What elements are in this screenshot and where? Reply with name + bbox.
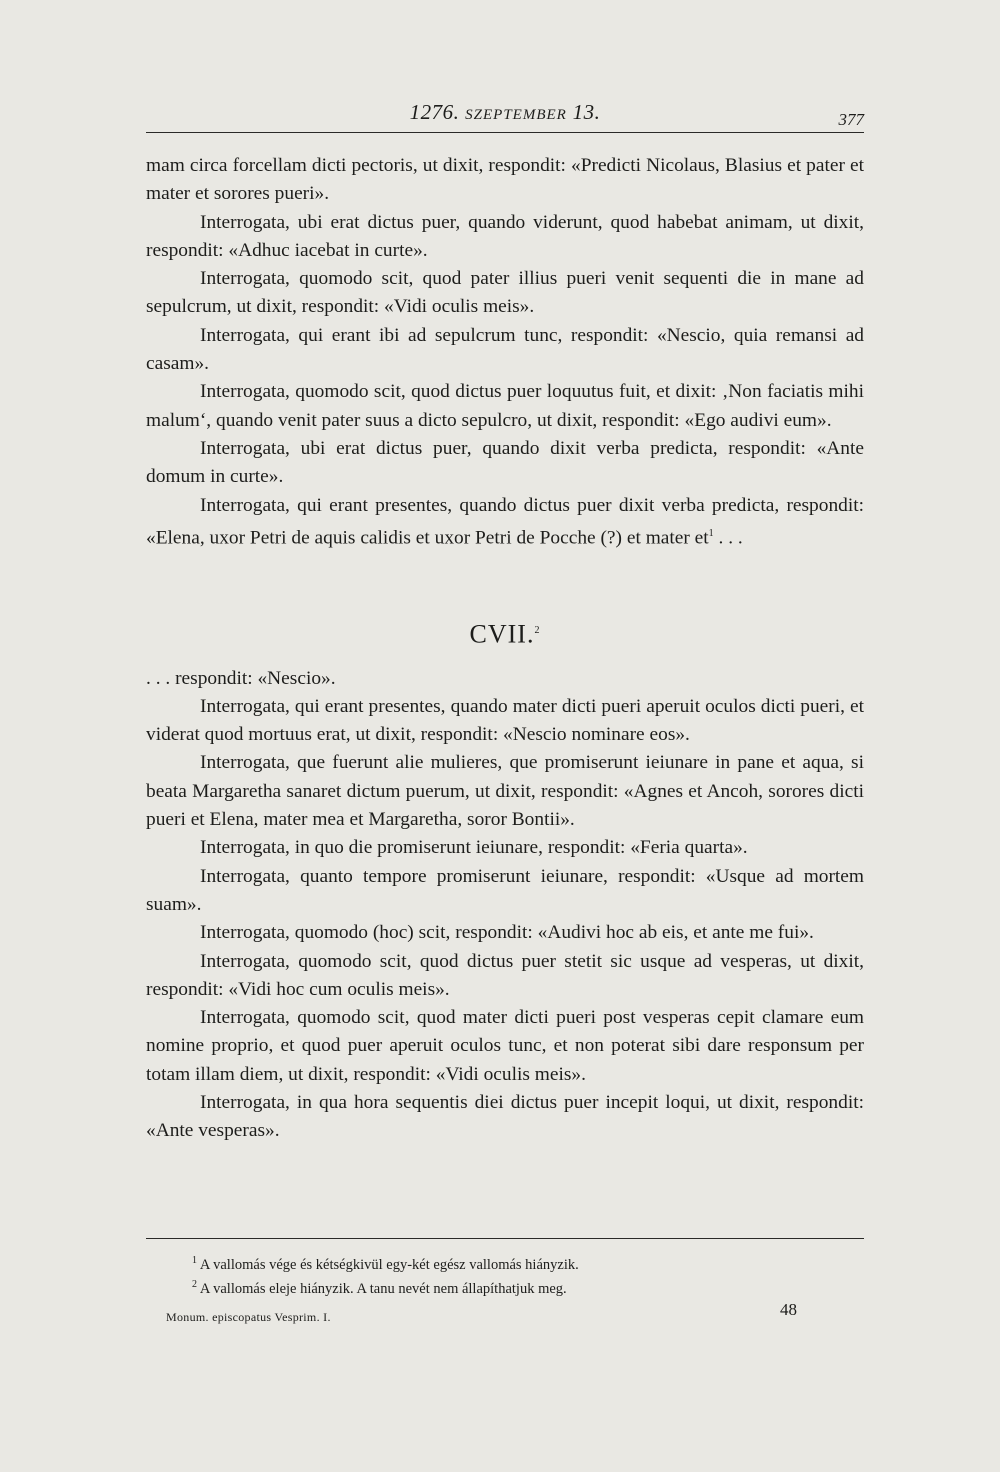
paragraph: Interrogata, ubi erat dictus puer, quando dixit verba predicta, respondit: «Ante domum in curte». [146, 437, 864, 488]
footnote-reference: 1 [708, 527, 714, 539]
page-number: 377 [838, 110, 864, 129]
paragraph: Interrogata, quomodo scit, quod mater dicti pueri post vesperas cepit clamare eum nomine proprio, et quod puer aperuit oculos tunc, et non poterat sibi dare responsum per totam illam diem, ut dixit, respondit: «Vidi oculis meis». [146, 1007, 864, 1085]
footnote-text: A vallomás eleje hiányzik. A tanu nevét nem állapíthatjuk meg. [199, 1280, 567, 1297]
footnotes [146, 1238, 864, 1299]
paragraph: Interrogata, que fuerunt alie mulieres, que promiserunt ieiunare in pane et aqua, si beata Margaretha sanaret dictum puerum, ut dixit, respondit: «Agnes et Ancoh, sorores dicti pueri et Elena, mater mea et Margaretha, soror Bontii». [146, 752, 864, 831]
paragraph: Interrogata, in qua hora sequentis diei dictus puer incepit loqui, ut dixit, respondit: «Ante vesperas». [146, 1092, 864, 1142]
running-title-year: 1276. [409, 100, 460, 124]
signature-mark: 48 [780, 1300, 797, 1319]
footnote [146, 1251, 864, 1275]
paragraph: Interrogata, qui erant ibi ad sepulcrum tunc, respondit: «Nescio, quia remansi ad casam». [146, 324, 864, 375]
paragraph: Interrogata, quomodo scit, quod dictus puer loquutus fuit, et dixit: ‚Non faciatis mihi malum‘, quando venit pater suus a dicto sepulcro, ut dixit, respondit: «Ego audivi eum». [146, 381, 864, 431]
paragraph [146, 492, 864, 553]
ellipsis: . . . [713, 527, 743, 549]
running-header [146, 98, 864, 133]
footnote-reference: 2 [534, 624, 541, 636]
paragraph: Interrogata, quomodo (hoc) scit, respondit: «Audivi hoc ab eis, et ante me fui». [200, 922, 814, 944]
paragraph: Interrogata, quomodo scit, quod pater illius pueri venit sequenti die in mane ad sepulcrum, ut dixit, respondit: «Vidi oculis meis». [146, 268, 864, 318]
running-title-day: 13. [572, 100, 601, 124]
running-title-month: SZEPTEMBER [465, 107, 567, 123]
paragraph: mam circa forcellam dicti pectoris, ut dixit, respondit: «Predicti Nicolaus, Blasius et pater et mater et sorores pueri». [146, 155, 864, 205]
series-title: Monum. episcopatus Vesprim. I. [166, 1310, 331, 1324]
paragraph-text: Interrogata, qui erant presentes, quando dictus puer dixit verba predicta, respondit: «Elena, uxor Petri de aquis calidis et uxor Petri de Pocche (?) et mater et [146, 494, 864, 549]
section-heading [146, 617, 864, 649]
paragraph: Interrogata, quanto tempore promiserunt ieiunare, respondit: «Usque ad mortem suam». [146, 865, 864, 915]
footnote-mark: 1 [192, 1255, 197, 1266]
footnote-text: A vallomás vége és kétségkivül egy-két egész vallomás hiányzik. [199, 1256, 579, 1273]
section-title: CVII. [469, 619, 535, 649]
running-title [146, 100, 864, 125]
main-text [146, 152, 864, 1146]
paragraph: . . . respondit: «Nescio». [146, 667, 336, 689]
paragraph: Interrogata, qui erant presentes, quando mater dicti pueri aperuit oculos dicti pueri, et viderat quod mortuus erat, ut dixit, respondit: «Nescio nominare eos». [146, 695, 864, 746]
footnote-mark: 2 [192, 1278, 197, 1290]
paragraph: Interrogata, in quo die promiserunt ieiunare, respondit: «Feria quarta». [200, 837, 748, 859]
paragraph: Interrogata, ubi erat dictus puer, quando viderunt, quod habebat animam, ut dixit, respondit: «Adhuc iacebat in curte». [146, 211, 864, 261]
footnote [146, 1275, 864, 1299]
paragraph: Interrogata, quomodo scit, quod dictus puer stetit sic usque ad vesperas, ut dixit, respondit: «Vidi hoc cum oculis meis». [146, 950, 864, 1000]
